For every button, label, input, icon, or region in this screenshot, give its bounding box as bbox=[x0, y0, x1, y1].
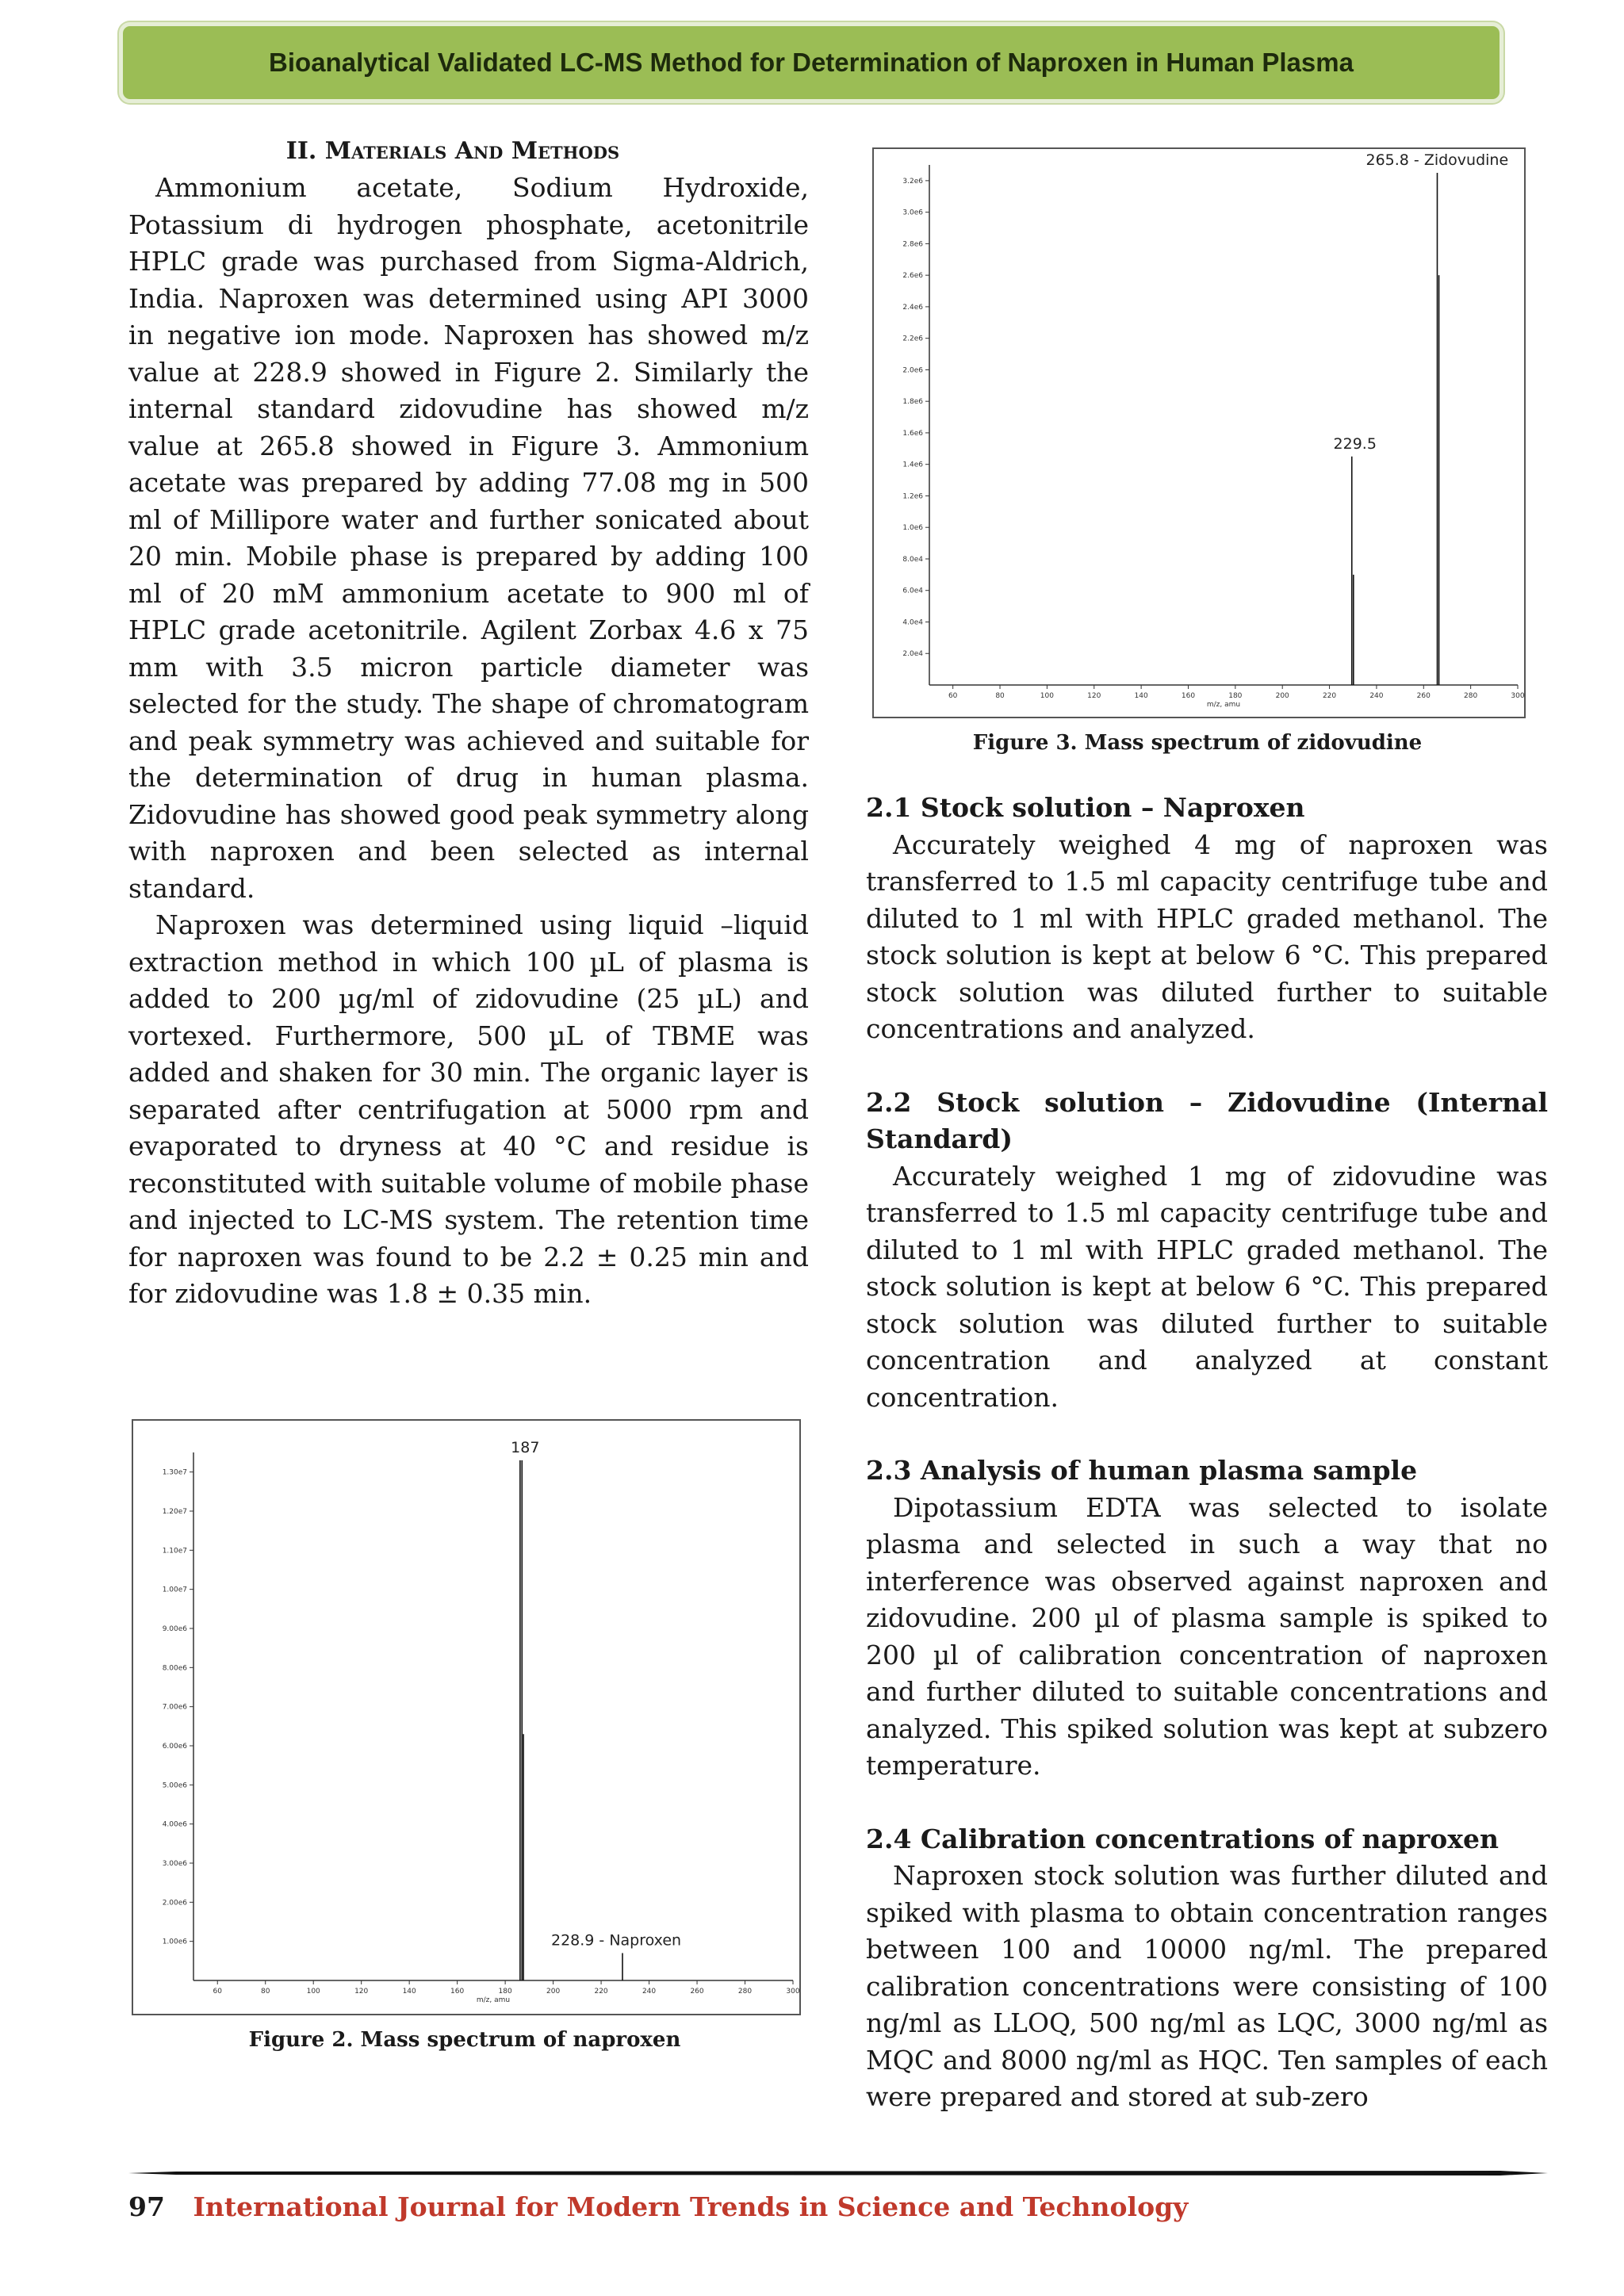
y-tick-label: 1.0e6 bbox=[902, 524, 923, 533]
subsection-heading: 2.2 Stock solution – Zidovudine (Internal Standard) bbox=[866, 1086, 1548, 1154]
y-tick-label: 3.2e6 bbox=[902, 177, 923, 186]
paragraph: Naproxen was determined using liquid –liquid extraction method in which 100 µL of plasma is added to 200 µg/ml of zidovudine (25 µL) and vortexed. Furthermore, 500 µL of TBME was added and shaken for 30 min. The organic layer is separated after centrifugation at 5000 rpm and evaporated to dryness at 40 °C and residue is reconstituted with suitable volume of mobile phase and injected to LC-MS system. The retention time for naproxen was found to be 2.2 ± 0.25 min and for zidovudine was 1.8 ± 0.35 min. bbox=[128, 909, 809, 1309]
y-tick-label: 4.0e4 bbox=[902, 618, 923, 627]
y-tick-label: 1.10e7 bbox=[162, 1547, 187, 1556]
x-axis-label: m/z, amu bbox=[476, 1996, 511, 2004]
x-tick-label: 240 bbox=[1369, 692, 1384, 700]
x-tick-label: 220 bbox=[1322, 692, 1337, 700]
x-tick-label: 280 bbox=[1464, 692, 1478, 700]
figure-2-chart bbox=[133, 1421, 799, 2014]
y-tick-label: 2.0e4 bbox=[902, 650, 923, 659]
subsection-heading: 2.1 Stock solution – Naproxen bbox=[866, 792, 1305, 823]
x-tick-label: 140 bbox=[1134, 692, 1148, 700]
y-tick-label: 6.00e6 bbox=[162, 1743, 187, 1751]
y-tick-label: 2.0e6 bbox=[902, 366, 923, 375]
y-tick-label: 8.00e6 bbox=[162, 1664, 187, 1673]
x-tick-label: 100 bbox=[1040, 692, 1054, 700]
y-tick-label: 2.2e6 bbox=[902, 335, 923, 343]
header-banner bbox=[119, 22, 1503, 103]
figure-3-caption: Figure 3. Mass spectrum of zidovudine bbox=[972, 731, 1423, 755]
y-tick-label: 1.20e7 bbox=[162, 1508, 187, 1516]
paragraph: Ammonium acetate, Sodium Hydroxide, Potassium di hydrogen phosphate, acetonitrile HPLC grade was purchased from Sigma-Aldrich, India. Naproxen was determined using API 3000 in negative ion mode. Naproxen has showed m/z value at 228.9 showed in Figure 2. Similarly the internal standard zidovudine has showed m/z value at 265.8 showed in Figure 3. Ammonium acetate was prepared by adding 77.08 mg in 500 ml of Millipore water and further sonicated about 20 min. Mobile phase is prepared by adding 100 ml of 20 mM ammonium acetate to 900 ml of HPLC grade acetonitrile. Agilent Zorbax 4.6 x 75 mm with 3.5 micron particle diameter was selected for the study. The shape of chromatogram and peak symmetry was achieved and suitable for the determination of drug in human plasma. Zidovudine has showed good peak symmetry along with naproxen and been selected as internal standard. bbox=[128, 172, 809, 904]
y-tick-label: 2.00e6 bbox=[162, 1899, 187, 1908]
x-tick-label: 160 bbox=[1181, 692, 1196, 700]
x-tick-label: 260 bbox=[690, 1988, 704, 1996]
y-tick-label: 1.6e6 bbox=[902, 429, 923, 438]
journal-name: International Journal for Modern Trends in Science and Technology bbox=[193, 2191, 1189, 2222]
x-tick-label: 120 bbox=[1087, 692, 1101, 700]
footer-rule bbox=[128, 2171, 1548, 2175]
figure-2-caption: Figure 2. Mass spectrum of naproxen bbox=[248, 2028, 681, 2052]
figure-2-spectrum bbox=[132, 1419, 801, 2015]
y-tick-label: 1.30e7 bbox=[162, 1468, 187, 1477]
y-tick-label: 3.0e6 bbox=[902, 209, 923, 217]
paragraph: Accurately weighed 1 mg of zidovudine was transferred to 1.5 ml capacity centrifuge tube and diluted to 1 ml with HPLC graded methanol. The stock solution is kept at below 6 °C. This prepared stock solution was diluted further to suitable concentration and analyzed at constant concentration. bbox=[866, 1160, 1548, 1413]
x-tick-label: 180 bbox=[498, 1988, 512, 1996]
x-tick-label: 200 bbox=[546, 1988, 561, 1996]
x-tick-label: 300 bbox=[786, 1988, 799, 1996]
y-tick-label: 1.4e6 bbox=[902, 461, 923, 469]
x-tick-label: 160 bbox=[450, 1988, 465, 1996]
x-tick-label: 300 bbox=[1511, 692, 1524, 700]
x-tick-label: 200 bbox=[1275, 692, 1289, 700]
figure-3-chart bbox=[874, 149, 1524, 717]
paragraph: Naproxen stock solution was further diluted and spiked with plasma to obtain concentration ranges between 100 and 10000 ng/ml. The prepared calibration concentrations were consisting of 100 ng/ml as LLOQ, 500 ng/ml as LQC, 3000 ng/ml as MQC and 8000 ng/ml as HQC. Ten samples of each were prepared and stored at sub-zero bbox=[866, 1860, 1548, 2112]
x-tick-label: 140 bbox=[402, 1988, 416, 1996]
x-tick-label: 80 bbox=[260, 1988, 270, 1996]
x-tick-label: 120 bbox=[354, 1988, 369, 1996]
y-tick-label: 1.8e6 bbox=[902, 398, 923, 407]
subsection-heading: 2.4 Calibration concentrations of naproxen bbox=[866, 1823, 1499, 1854]
y-tick-label: 2.4e6 bbox=[902, 303, 923, 312]
y-tick-label: 6.0e4 bbox=[902, 587, 923, 595]
y-tick-label: 8.0e4 bbox=[902, 555, 923, 564]
figure-3-spectrum bbox=[872, 147, 1526, 718]
section-heading bbox=[128, 133, 809, 170]
y-tick-label: 4.00e6 bbox=[162, 1820, 187, 1829]
left-column bbox=[128, 133, 809, 1313]
x-tick-label: 220 bbox=[594, 1988, 608, 1996]
y-tick-label: 1.2e6 bbox=[902, 492, 923, 501]
section-title: Materials And Methods bbox=[324, 137, 620, 165]
x-tick-label: 60 bbox=[948, 692, 958, 700]
y-tick-label: 1.00e7 bbox=[162, 1586, 187, 1594]
page-number: 97 bbox=[128, 2191, 165, 2222]
x-tick-label: 80 bbox=[995, 692, 1005, 700]
x-tick-label: 240 bbox=[642, 1988, 657, 1996]
x-tick-label: 60 bbox=[213, 1988, 222, 1996]
y-tick-label: 5.00e6 bbox=[162, 1781, 187, 1790]
right-column bbox=[866, 790, 1548, 2116]
y-tick-label: 9.00e6 bbox=[162, 1625, 187, 1633]
y-tick-label: 2.8e6 bbox=[902, 240, 923, 249]
y-tick-label: 3.00e6 bbox=[162, 1860, 187, 1868]
x-tick-label: 280 bbox=[737, 1988, 753, 1996]
subsection-heading: 2.3 Analysis of human plasma sample bbox=[866, 1455, 1418, 1486]
x-axis-label: m/z, amu bbox=[1206, 701, 1241, 709]
peak-label: 265.8 - Zidovudine bbox=[1365, 151, 1509, 169]
peak-label: 229.5 bbox=[1333, 434, 1377, 453]
x-tick-label: 260 bbox=[1416, 692, 1431, 700]
x-tick-label: 100 bbox=[306, 1988, 320, 1996]
peak-label: 228.9 - Naproxen bbox=[550, 1931, 682, 1950]
section-number: II. bbox=[285, 137, 317, 165]
paragraph: Accurately weighed 4 mg of naproxen was transferred to 1.5 ml capacity centrifuge tube and diluted to 1 ml with HPLC graded methanol. The stock solution is kept at below 6 °C. This prepared stock solution was diluted further to suitable concentrations and analyzed. bbox=[866, 828, 1548, 1044]
y-tick-label: 1.00e6 bbox=[162, 1938, 187, 1946]
footer bbox=[128, 2191, 1188, 2222]
paragraph: Dipotassium EDTA was selected to isolate plasma and selected in such a way that no interference was observed against naproxen and zidovudine. 200 µl of plasma sample is spiked to 200 µl of calibration concentration of naproxen and further diluted to suitable concentrations and analyzed. This spiked solution was kept at subzero temperature. bbox=[866, 1491, 1548, 1781]
y-tick-label: 7.00e6 bbox=[162, 1703, 187, 1712]
x-tick-label: 180 bbox=[1228, 692, 1243, 700]
y-tick-label: 2.6e6 bbox=[902, 272, 923, 281]
header-title: Bioanalytical Validated LC-MS Method for Determination of Naproxen in Human Plasma bbox=[269, 48, 1354, 77]
peak-label: 187 bbox=[511, 1438, 540, 1456]
